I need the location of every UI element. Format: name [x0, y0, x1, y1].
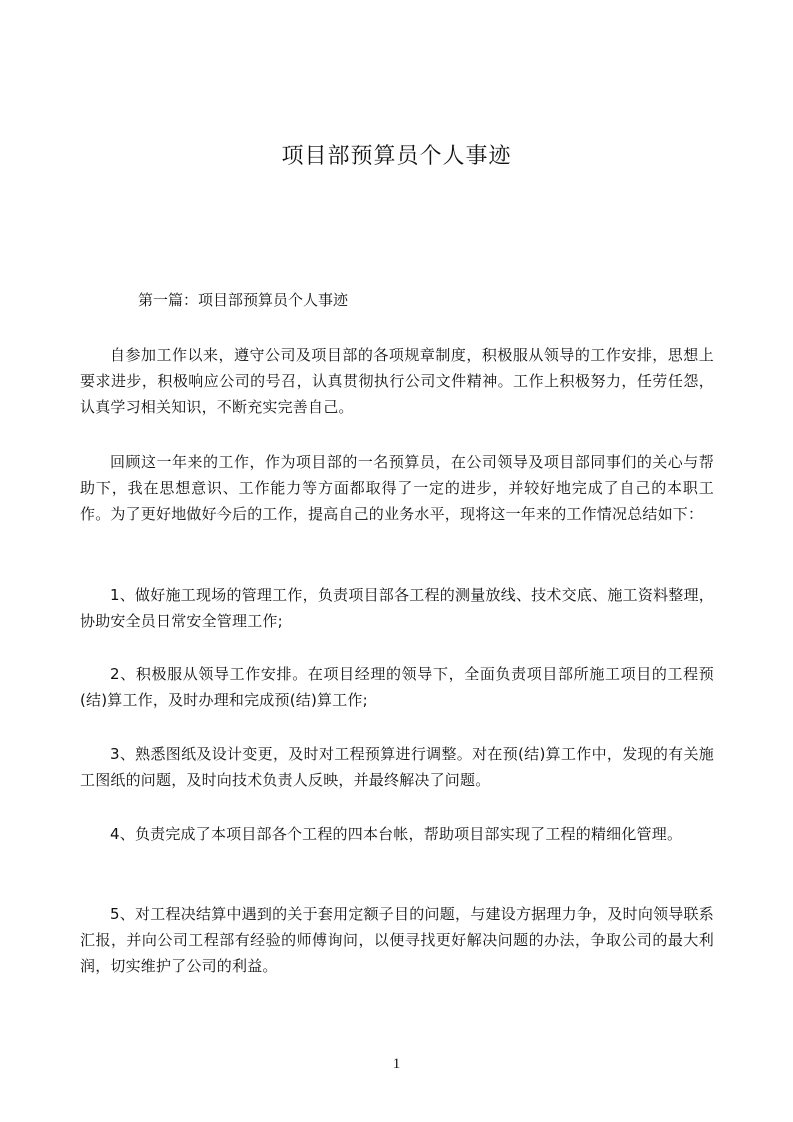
paragraph-review: 回顾这一年来的工作，作为项目部的一名预算员，在公司领导及项目部同事们的关心与帮助下，我在思想意识、工作能力等方面都取得了一定的进步，并较好地完成了自己的本职工作。为了更好地做好今后的工作，提高自己的业务水平，现将这一年来的工作情况总结如下：	[80, 453, 714, 523]
page-number: 1	[392, 1056, 401, 1072]
section-heading: 第一篇：项目部预算员个人事迹	[138, 291, 349, 309]
document-title: 项目部预算员个人事迹	[281, 144, 512, 169]
paragraph-intro: 自参加工作以来，遵守公司及项目部的各项规章制度，积极服从领导的工作安排，思想上要求进步，积极响应公司的号召，认真贯彻执行公司文件精神。工作上积极努力，任劳任怨，认真学习相关知识，不断充实完善自己。	[80, 346, 714, 416]
paragraph-item-5: 5、对工程决结算中遇到的关于套用定额子目的问题，与建设方据理力争，及时向领导联系汇报，并向公司工程部有经验的师傅询问，以便寻找更好解决问题的办法，争取公司的最大利润，切实维护了公司的利益。	[80, 905, 714, 975]
paragraph-item-3: 3、熟悉图纸及设计变更，及时对工程预算进行调整。对在预(结)算工作中，发现的有关施工图纸的问题，及时向技术负责人反映，并最终解决了问题。	[80, 745, 714, 789]
paragraph-item-2: 2、积极服从领导工作安排。在项目经理的领导下，全面负责项目部所施工项目的工程预(结)算工作，及时办理和完成预(结)算工作;	[80, 665, 714, 709]
paragraph-item-4: 4、负责完成了本项目部各个工程的四本台帐，帮助项目部实现了工程的精细化管理。	[110, 825, 683, 843]
paragraph-item-1: 1、做好施工现场的管理工作，负责项目部各工程的测量放线、技术交底、施工资料整理，协助安全员日常安全管理工作;	[80, 586, 714, 630]
